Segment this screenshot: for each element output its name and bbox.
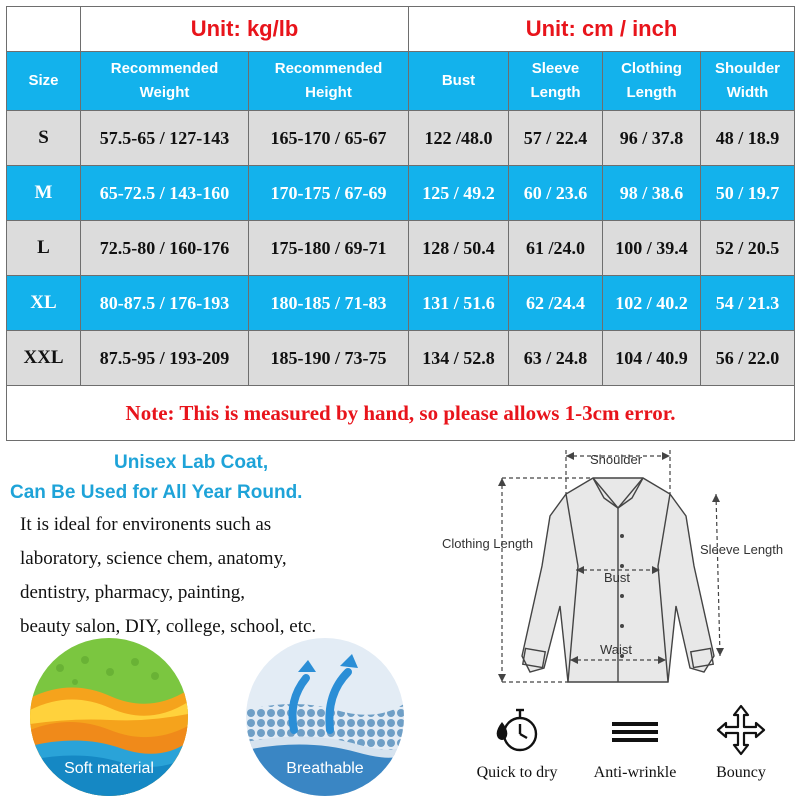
- weight-cell: 87.5-95 / 193-209: [81, 331, 249, 386]
- property-bouncy: [686, 704, 796, 782]
- shoulder-cell: 50 / 19.7: [701, 166, 795, 221]
- clothing-length-cell: 96 / 37.8: [603, 111, 701, 166]
- height-cell: 170-175 / 67-69: [249, 166, 409, 221]
- height-cell: 185-190 / 73-75: [249, 331, 409, 386]
- quick-dry-label: Quick to dry: [476, 764, 558, 781]
- stopwatch-droplet-icon: [492, 704, 542, 756]
- breathable-label: Breathable: [286, 760, 364, 777]
- bust-cell: 128 / 50.4: [409, 221, 509, 276]
- description-line: It is ideal for environents such as: [20, 514, 272, 535]
- table-row: [7, 166, 795, 221]
- size-chart-table: [6, 6, 795, 441]
- bust-cell: 134 / 52.8: [409, 331, 509, 386]
- shoulder-cell: 54 / 21.3: [701, 276, 795, 331]
- header-size: Size: [7, 52, 81, 111]
- clothing-length-cell: 100 / 39.4: [603, 221, 701, 276]
- table-row: [7, 331, 795, 386]
- header-shoulder-width: Shoulder Width: [701, 52, 795, 111]
- clothing-length-label: Clothing Length: [442, 536, 534, 551]
- shoulder-label: Shoulder: [590, 452, 643, 467]
- weight-cell: 65-72.5 / 143-160: [81, 166, 249, 221]
- clothing-length-cell: 102 / 40.2: [603, 276, 701, 331]
- header-height: Recommended Height: [249, 52, 409, 111]
- description-line: beauty salon, DIY, college, school, etc.: [20, 616, 317, 637]
- description-line: dentistry, pharmacy, painting,: [20, 582, 245, 603]
- anti-wrinkle-label: Anti-wrinkle: [593, 764, 677, 781]
- bouncy-label: Bouncy: [716, 764, 766, 781]
- clothing-length-cell: 104 / 40.9: [603, 331, 701, 386]
- measurement-diagram: [438, 446, 798, 700]
- soft-material-label: Soft material: [64, 760, 154, 777]
- sleeve-cell: 60 / 23.6: [509, 166, 603, 221]
- sleeve-length-label: Sleeve Length: [700, 542, 784, 557]
- header-weight: Recommended Weight: [81, 52, 249, 111]
- property-quick-dry: [462, 704, 572, 782]
- shoulder-cell: 48 / 18.9: [701, 111, 795, 166]
- note-row: [7, 386, 795, 441]
- flat-lines-icon: [610, 704, 660, 756]
- four-way-arrows-icon: [716, 704, 766, 756]
- description-line: laboratory, science chem, anatomy,: [20, 548, 287, 569]
- header-bust: Bust: [409, 52, 509, 111]
- unit-weight-label: Unit: kg/lb: [81, 7, 409, 52]
- shoulder-cell: 56 / 22.0: [701, 331, 795, 386]
- header-clothing-length: Clothing Length: [603, 52, 701, 111]
- size-cell: L: [7, 221, 81, 276]
- sleeve-cell: 62 /24.4: [509, 276, 603, 331]
- table-row: [7, 221, 795, 276]
- clothing-length-cell: 98 / 38.6: [603, 166, 701, 221]
- sleeve-cell: 63 / 24.8: [509, 331, 603, 386]
- height-cell: 180-185 / 71-83: [249, 276, 409, 331]
- size-cell: M: [7, 166, 81, 221]
- weight-cell: 80-87.5 / 176-193: [81, 276, 249, 331]
- breathable-badge: [246, 638, 404, 796]
- unit-row: [7, 7, 795, 52]
- empty-corner-cell: [7, 7, 81, 52]
- unit-length-label: Unit: cm / inch: [409, 7, 795, 52]
- weight-cell: 57.5-65 / 127-143: [81, 111, 249, 166]
- weight-cell: 72.5-80 / 160-176: [81, 221, 249, 276]
- property-anti-wrinkle: [580, 704, 690, 782]
- soft-material-badge: [30, 638, 188, 796]
- header-row: [7, 52, 795, 111]
- bust-cell: 125 / 49.2: [409, 166, 509, 221]
- shoulder-cell: 52 / 20.5: [701, 221, 795, 276]
- height-cell: 175-180 / 69-71: [249, 221, 409, 276]
- bust-cell: 122 /48.0: [409, 111, 509, 166]
- promo-title-line1: Unisex Lab Coat,: [114, 452, 269, 473]
- bust-cell: 131 / 51.6: [409, 276, 509, 331]
- size-cell: XL: [7, 276, 81, 331]
- size-cell: XXL: [7, 331, 81, 386]
- height-cell: 165-170 / 65-67: [249, 111, 409, 166]
- table-row: [7, 111, 795, 166]
- table-row: [7, 276, 795, 331]
- measurement-note: Note: This is measured by hand, so please allows 1-3cm error.: [7, 386, 795, 441]
- sleeve-cell: 61 /24.0: [509, 221, 603, 276]
- sleeve-cell: 57 / 22.4: [509, 111, 603, 166]
- size-cell: S: [7, 111, 81, 166]
- bust-label: Bust: [604, 570, 631, 585]
- waist-label: Waist: [600, 642, 633, 657]
- promo-title-line2: Can Be Used for All Year Round.: [10, 482, 303, 503]
- header-sleeve-length: Sleeve Length: [509, 52, 603, 111]
